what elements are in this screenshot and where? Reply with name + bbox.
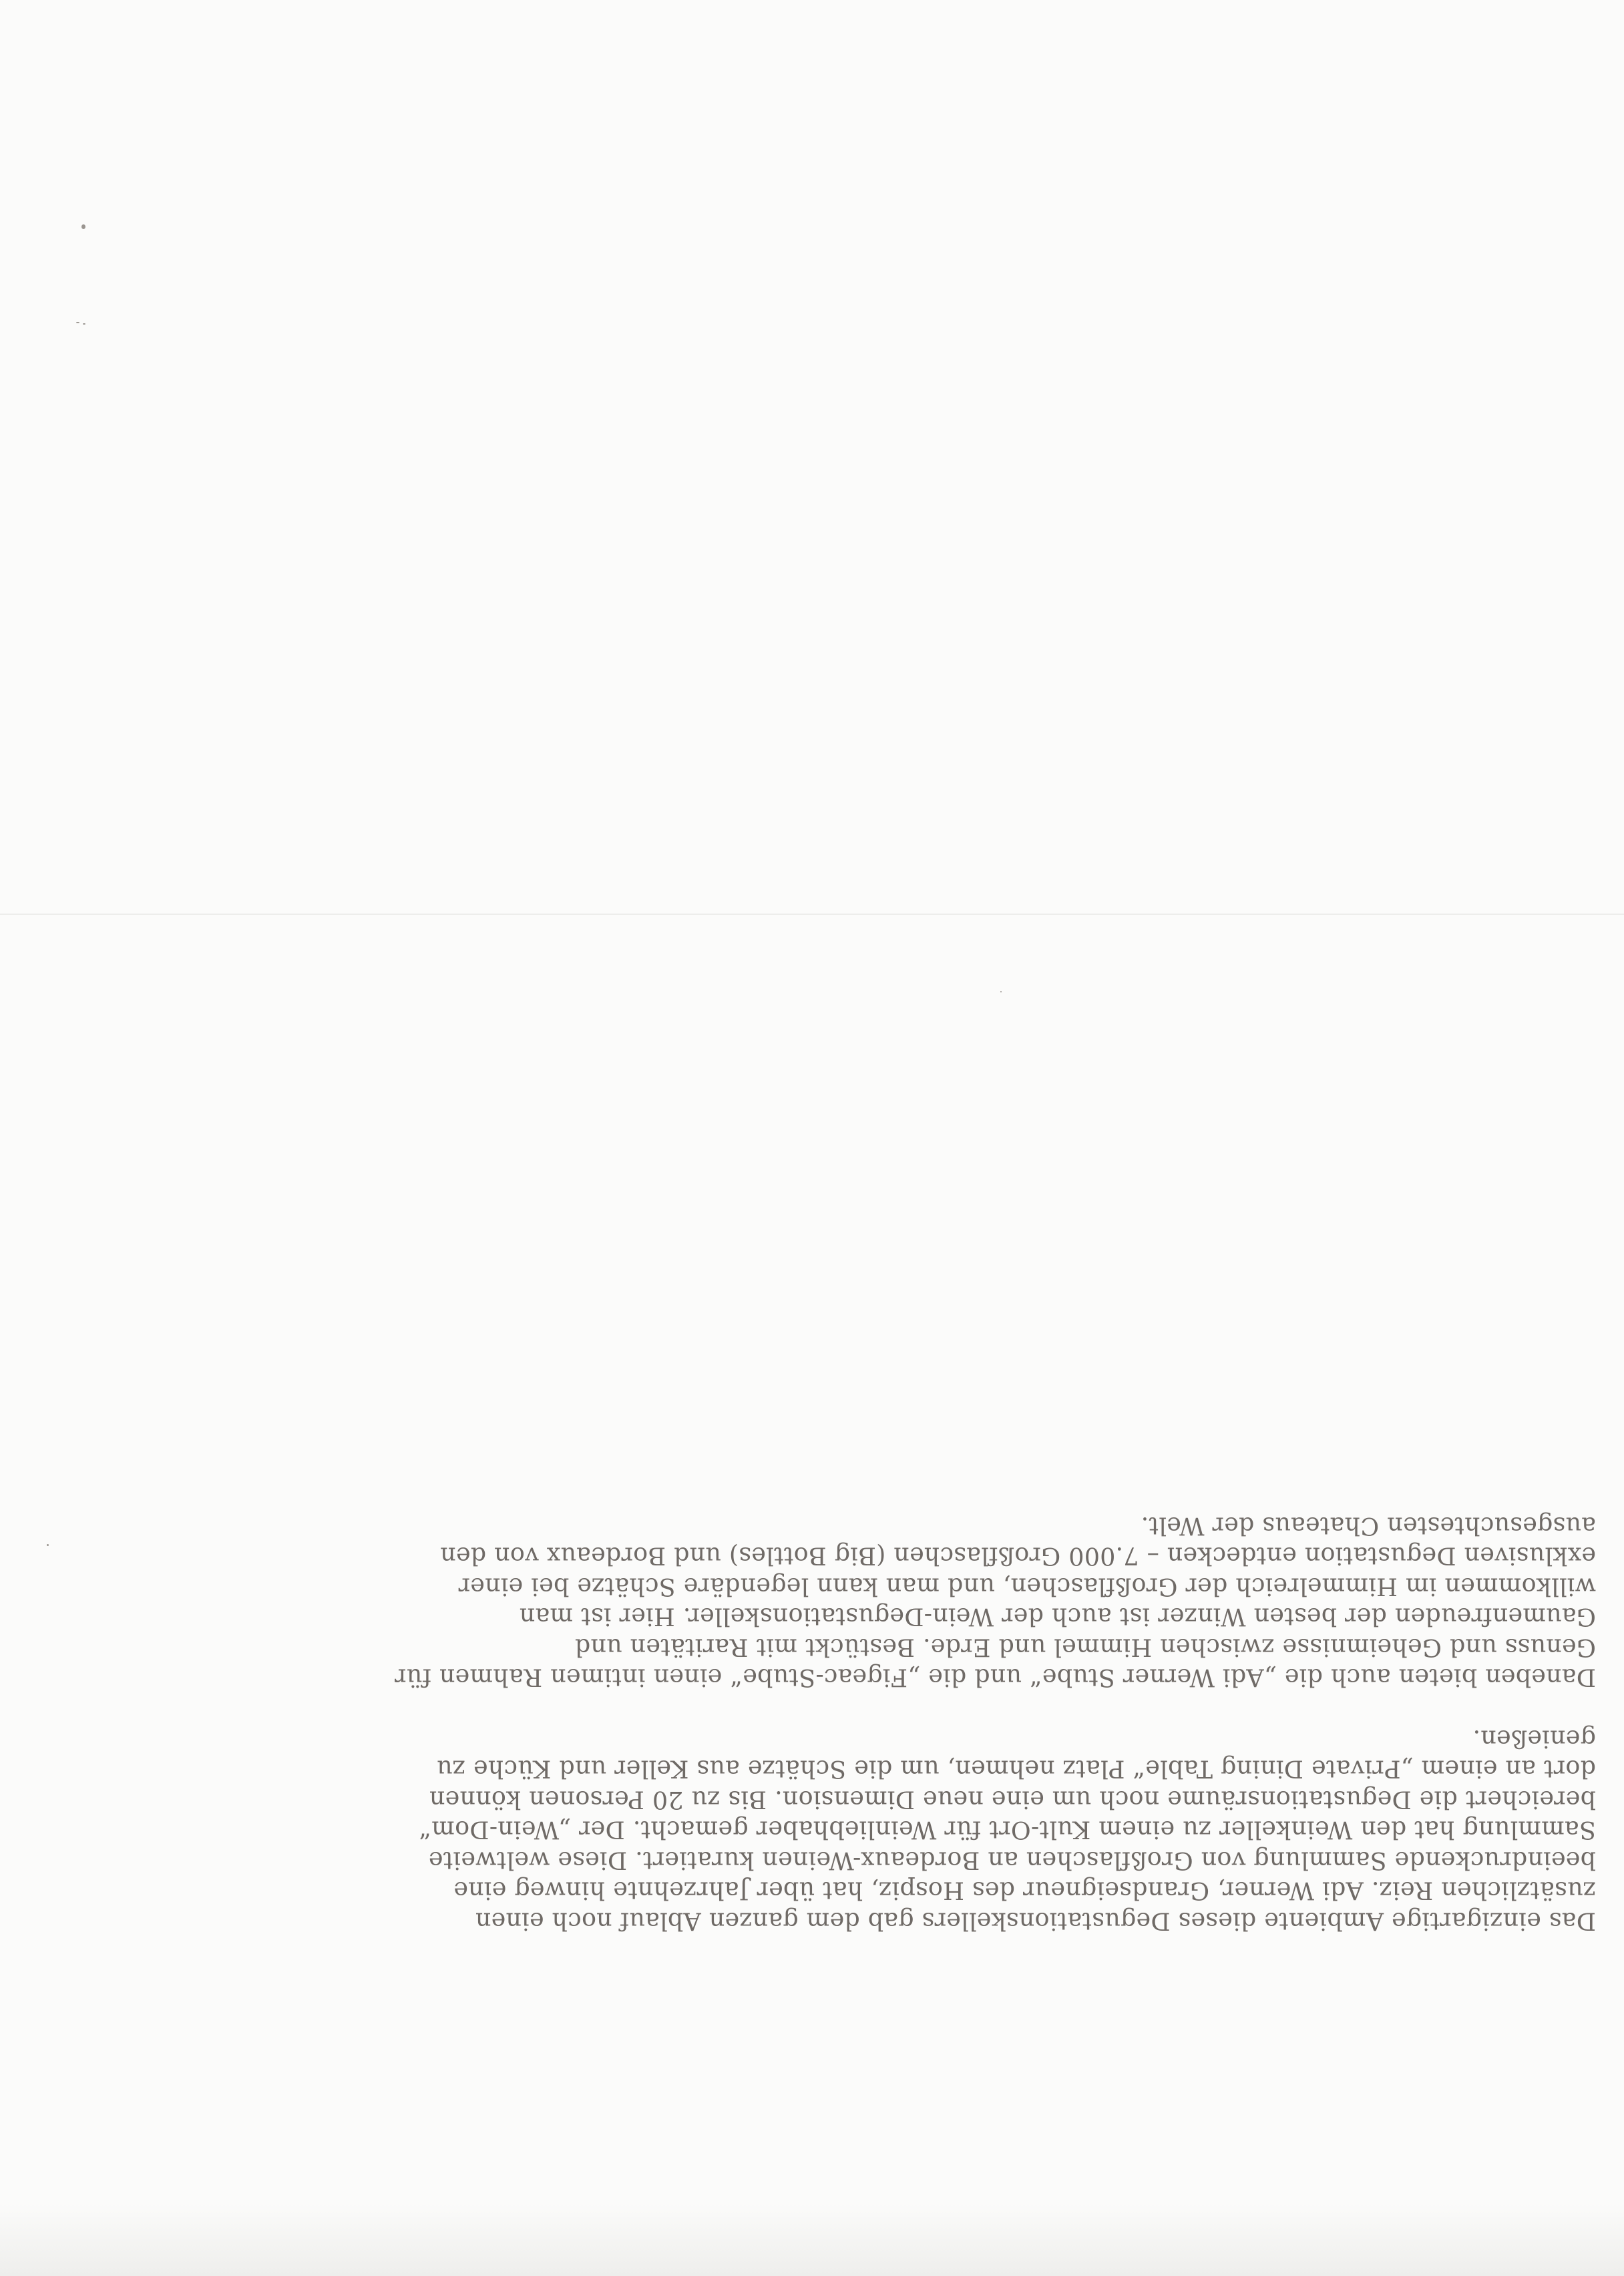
text-line: Daneben bieten auch die „Adi Werner Stube“ und die „Figeac-Stube“ einen intimen Rahmen für bbox=[394, 1664, 1596, 1692]
page-edge-shadow bbox=[0, 2204, 1624, 2276]
text-line: willkommen im Himmelreich der Großflaschen, und man kann legendäre Schätze bei einer bbox=[458, 1572, 1596, 1601]
text-line: bereichert die Degustationsräume noch um eine neue Dimension. Bis zu 20 Personen können bbox=[429, 1785, 1596, 1815]
text-line: zusätzlichen Reiz. Adi Werner, Grandseigneur des Hospiz, hat über Jahrzehnte hinweg eine bbox=[453, 1877, 1596, 1905]
scan-speck bbox=[83, 323, 85, 325]
body-text bbox=[167, 1511, 1596, 1937]
text-line: genießen. bbox=[1472, 1724, 1596, 1754]
text-line: Sammlung hat den Weinkeller zu einem Kult-Ort für Weinliebhaber gemacht. Der „Wein-Dom“ bbox=[419, 1816, 1596, 1845]
scan-speck bbox=[76, 322, 79, 323]
text-line: beeindruckende Sammlung von Großflaschen an Bordeaux-Weinen kuratiert. Diese weltweite bbox=[428, 1846, 1596, 1875]
scan-speck bbox=[1000, 991, 1002, 992]
text-line: Genuss und Geheimnisse zwischen Himmel und Erde. Bestückt mit Raritäten und bbox=[574, 1633, 1596, 1662]
text-line: dort an einem „Private Dining Table“ Platz nehmen, um die Schätze aus Keller und Küche zu bbox=[436, 1755, 1596, 1784]
scan-speck bbox=[81, 224, 85, 229]
text-line: ausgesuchtesten Chateaus der Welt. bbox=[1141, 1511, 1596, 1541]
text-line: Das einzigartige Ambiente dieses Degustationskellers gab dem ganzen Ablauf noch einen bbox=[475, 1907, 1596, 1936]
text-line: Gaumenfreuden der besten Winzer ist auch der Wein-Degustationskeller. Hier ist man bbox=[519, 1603, 1596, 1632]
fold-line bbox=[0, 914, 1624, 915]
text-line: exklusiven Degustation entdecken – 7.000 Großflaschen (Big Bottles) und Bordeaux von den bbox=[440, 1542, 1596, 1571]
paragraph-1 bbox=[167, 1724, 1596, 1937]
scan-speck bbox=[47, 1544, 49, 1546]
paragraph-2 bbox=[167, 1511, 1596, 1693]
